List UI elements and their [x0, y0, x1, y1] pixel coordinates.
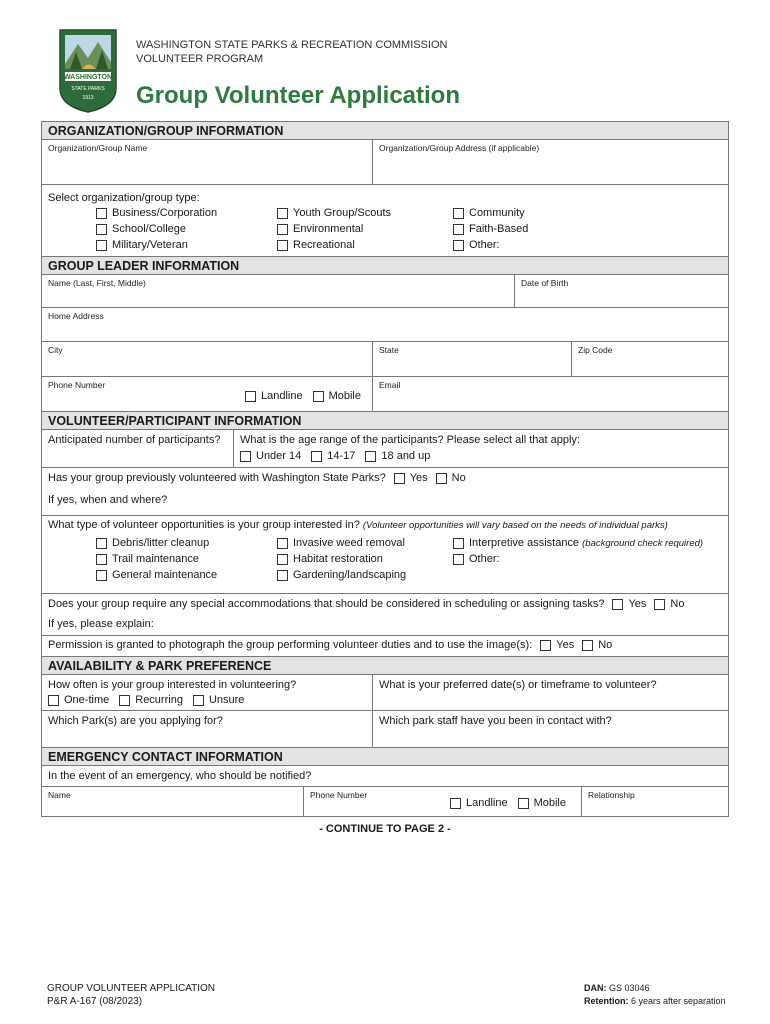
opp-debris-checkbox[interactable]: Debris/litter cleanup — [96, 537, 217, 549]
emergency-relationship-field[interactable] — [582, 787, 728, 816]
org-name-field[interactable] — [42, 140, 373, 184]
previous-volunteer-question: Has your group previously volunteered with Washington State Parks? — [48, 472, 386, 484]
retention-label: Retention: — [584, 996, 629, 1006]
org-type-youth-checkbox[interactable]: Youth Group/Scouts — [277, 207, 391, 219]
frequency-group — [42, 675, 373, 710]
org-address-label: Organization/Group Address (if applicable) — [379, 143, 540, 153]
accommodations-no-checkbox[interactable]: No — [654, 598, 684, 610]
photo-no-checkbox[interactable]: No — [582, 639, 612, 651]
org-type-other-checkbox[interactable]: Other: — [453, 239, 528, 251]
opp-trail-checkbox[interactable]: Trail maintenance — [96, 553, 217, 565]
leader-landline-checkbox[interactable]: Landline — [245, 390, 303, 402]
parks-field[interactable] — [42, 711, 373, 747]
svg-text:1913: 1913 — [82, 95, 94, 101]
leader-dob-field[interactable] — [515, 275, 728, 307]
footer-form-info — [47, 982, 215, 1008]
staff-contact-field[interactable] — [373, 711, 728, 747]
leader-email-label: Email — [379, 380, 401, 390]
dan-value: GS 03046 — [609, 983, 650, 993]
freq-recurring-checkbox[interactable]: Recurring — [119, 694, 183, 706]
photo-permission-question: Permission is granted to photograph the group performing volunteer duties and to use the image(s): — [48, 639, 533, 651]
org-name-label: Organization/Group Name — [48, 143, 148, 153]
emergency-relationship-label: Relationship — [588, 790, 635, 800]
emergency-landline-checkbox[interactable]: Landline — [450, 797, 508, 809]
leader-state-label: State — [379, 345, 399, 355]
application-form — [41, 121, 729, 817]
accommodations-question: Does your group require any special accommodations that should be considered in scheduling or assigning tasks? — [48, 598, 605, 610]
leader-mobile-checkbox[interactable]: Mobile — [313, 390, 361, 402]
org-type-community-checkbox[interactable]: Community — [453, 207, 528, 219]
leader-city-label: City — [48, 345, 63, 355]
emergency-notify-question: In the event of an emergency, who should be notified? — [48, 770, 312, 782]
washington-state-parks-logo — [56, 26, 120, 114]
form-header — [56, 26, 736, 118]
leader-state-field[interactable] — [373, 342, 572, 376]
opportunity-note: (Volunteer opportunities will vary based on the needs of individual parks) — [362, 520, 668, 531]
age-14-17-checkbox[interactable]: 14-17 — [311, 450, 355, 462]
opportunity-types-section — [42, 516, 728, 594]
participants-question: Anticipated number of participants? — [48, 434, 221, 446]
opp-other-checkbox[interactable]: Other: — [453, 553, 703, 565]
agency-line-1: WASHINGTON STATE PARKS & RECREATION COMMISSION — [136, 39, 448, 51]
leader-city-field[interactable] — [42, 342, 373, 376]
emergency-phone-field[interactable] — [304, 787, 582, 816]
emergency-name-label: Name — [48, 790, 71, 800]
freq-one-time-checkbox[interactable]: One-time — [48, 694, 109, 706]
retention-value: 6 years after separation — [631, 996, 726, 1006]
opp-interpretive-checkbox[interactable]: Interpretive assistance (background check required) — [453, 537, 703, 549]
continue-notice: - CONTINUE TO PAGE 2 - — [319, 823, 451, 835]
age-18-up-checkbox[interactable]: 18 and up — [365, 450, 430, 462]
freq-unsure-checkbox[interactable]: Unsure — [193, 694, 244, 706]
opp-gardening-checkbox[interactable]: Gardening/landscaping — [277, 569, 406, 581]
section-availability: AVAILABILITY & PARK PREFERENCE — [42, 657, 728, 675]
footer-retention-info — [584, 982, 726, 1008]
age-range-group — [234, 430, 728, 467]
section-org-info: ORGANIZATION/GROUP INFORMATION — [42, 122, 728, 140]
org-type-prompt: Select organization/group type: — [48, 192, 200, 204]
leader-dob-label: Date of Birth — [521, 278, 569, 288]
org-type-faith-checkbox[interactable]: Faith-Based — [453, 223, 528, 235]
preferred-dates-question: What is your preferred date(s) or timeframe to volunteer? — [379, 679, 657, 691]
dan-label: DAN: — [584, 983, 607, 993]
org-type-section — [42, 185, 728, 257]
leader-zip-field[interactable] — [572, 342, 728, 376]
participants-count-field[interactable] — [42, 430, 234, 467]
footer-form-number: P&R A-167 (08/2023) — [47, 996, 143, 1007]
opp-invasive-checkbox[interactable]: Invasive weed removal — [277, 537, 406, 549]
preferred-dates-field[interactable] — [373, 675, 728, 710]
previous-when-where-field[interactable]: If yes, when and where? — [48, 494, 168, 506]
age-range-question: What is the age range of the participants? Please select all that apply: — [240, 434, 580, 446]
opp-habitat-checkbox[interactable]: Habitat restoration — [277, 553, 406, 565]
org-type-military-checkbox[interactable]: Military/Veteran — [96, 239, 217, 251]
svg-text:STATE PARKS: STATE PARKS — [71, 86, 105, 92]
accommodations-explain-field[interactable]: If yes, please explain: — [48, 618, 154, 630]
parks-question: Which Park(s) are you applying for? — [48, 715, 223, 727]
accommodations-yes-checkbox[interactable]: Yes — [612, 598, 646, 610]
footer-form-name: GROUP VOLUNTEER APPLICATION — [47, 983, 216, 994]
org-type-environmental-checkbox[interactable]: Environmental — [277, 223, 391, 235]
org-address-field[interactable] — [373, 140, 728, 184]
org-type-business-checkbox[interactable]: Business/Corporation — [96, 207, 217, 219]
leader-home-address-field[interactable] — [42, 308, 728, 341]
section-emergency: EMERGENCY CONTACT INFORMATION — [42, 748, 728, 766]
leader-zip-label: Zip Code — [578, 345, 613, 355]
svg-text:WASHINGTON: WASHINGTON — [63, 74, 113, 81]
age-under-14-checkbox[interactable]: Under 14 — [240, 450, 301, 462]
agency-name — [136, 38, 448, 66]
previous-volunteer-no-checkbox[interactable]: No — [436, 472, 466, 484]
org-type-school-checkbox[interactable]: School/College — [96, 223, 217, 235]
opp-general-checkbox[interactable]: General maintenance — [96, 569, 217, 581]
leader-name-field[interactable] — [42, 275, 515, 307]
leader-phone-field[interactable] — [42, 377, 373, 411]
leader-home-address-label: Home Address — [48, 311, 104, 321]
section-volunteer-info: VOLUNTEER/PARTICIPANT INFORMATION — [42, 412, 728, 430]
leader-phone-label: Phone Number — [48, 380, 106, 390]
previous-volunteer-yes-checkbox[interactable]: Yes — [394, 472, 428, 484]
staff-contact-question: Which park staff have you been in contact with? — [379, 715, 612, 727]
leader-name-label: Name (Last, First, Middle) — [48, 278, 146, 288]
photo-yes-checkbox[interactable]: Yes — [540, 639, 574, 651]
emergency-name-field[interactable] — [42, 787, 304, 816]
page-title: Group Volunteer Application — [136, 82, 460, 109]
frequency-question: How often is your group interested in volunteering? — [48, 679, 297, 691]
emergency-mobile-checkbox[interactable]: Mobile — [518, 797, 566, 809]
section-leader-info: GROUP LEADER INFORMATION — [42, 257, 728, 275]
emergency-phone-label: Phone Number — [310, 790, 368, 800]
opportunity-question: What type of volunteer opportunities is your group interested in? — [48, 519, 360, 531]
org-type-recreational-checkbox[interactable]: Recreational — [277, 239, 391, 251]
leader-email-field[interactable] — [373, 377, 728, 411]
agency-line-2: VOLUNTEER PROGRAM — [136, 53, 264, 65]
